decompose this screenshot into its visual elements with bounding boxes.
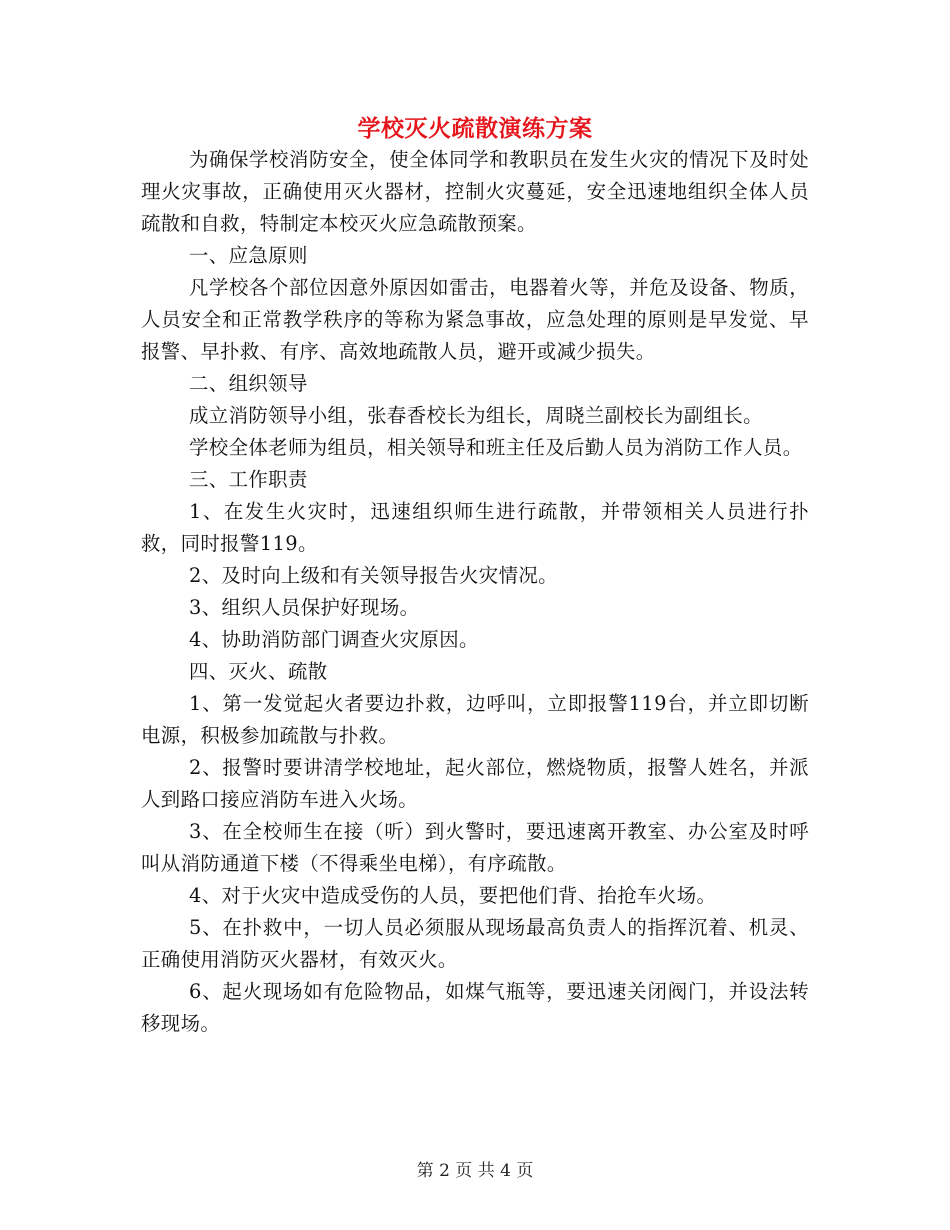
list-item: 3、组织人员保护好现场。 xyxy=(189,596,420,619)
page-footer: 第 2 页 共 4 页 xyxy=(416,1161,534,1181)
list-item: 2、报警时要讲清学校地址，起火部位，燃烧物质，报警人姓名，并派人到路口接应消防车进入火场。 xyxy=(141,756,809,811)
paragraph-members: 学校全体老师为组员，相关领导和班主任及后勤人员为消防工作人员。 xyxy=(189,436,803,459)
list-item: 5、在扑救中，一切人员必须服从现场最高负责人的指挥沉着、机灵、正确使用消防灭火器材，有效灭火。 xyxy=(141,916,809,971)
section-heading-2: 二、组织领导 xyxy=(189,372,308,395)
list-item: 1、第一发觉起火者要边扑救，边呼叫，立即报警119台，并立即切断电源，积极参加疏散与扑救。 xyxy=(141,692,809,747)
list-item: 4、协助消防部门调查火灾原因。 xyxy=(189,628,479,651)
list-item: 1、在发生火灾时，迅速组织师生进行疏散，并带领相关人员进行扑救，同时报警119。 xyxy=(141,500,809,555)
section-heading-3: 三、工作职责 xyxy=(189,468,308,491)
section-heading-1: 一、应急原则 xyxy=(189,244,308,267)
list-item: 2、及时向上级和有关领导报告火灾情况。 xyxy=(189,564,558,587)
document-title: 学校灭火疏散演练方案 xyxy=(357,115,593,142)
list-item: 4、对于火灾中造成受伤的人员，要把他们背、抬抢车火场。 xyxy=(189,884,717,907)
list-item: 3、在全校师生在接（听）到火警时，要迅速离开教室、办公室及时呼叫从消防通道下楼（不得乘坐电梯），有序疏散。 xyxy=(141,820,809,875)
paragraph-leadership: 成立消防领导小组，张春香校长为组长，周晓兰副校长为副组长。 xyxy=(189,404,763,427)
section-heading-4: 四、灭火、疏散 xyxy=(189,660,328,683)
document-body xyxy=(141,144,809,1040)
paragraph-principle: 凡学校各个部位因意外原因如雷击，电器着火等，并危及设备、物质，人员安全和正常教学秩序的等称为紧急事故，应急处理的原则是早发觉、早报警、早扑救、有序、高效地疏散人员，避开或减少损失。 xyxy=(141,276,809,363)
list-item: 6、起火现场如有危险物品，如煤气瓶等，要迅速关闭阀门，并设法转移现场。 xyxy=(141,980,809,1035)
paragraph-intro: 为确保学校消防安全，使全体同学和教职员在发生火灾的情况下及时处理火灾事故，正确使用灭火器材，控制火灾蔓延，安全迅速地组织全体人员疏散和自救，特制定本校灭火应急疏散预案。 xyxy=(141,148,809,235)
